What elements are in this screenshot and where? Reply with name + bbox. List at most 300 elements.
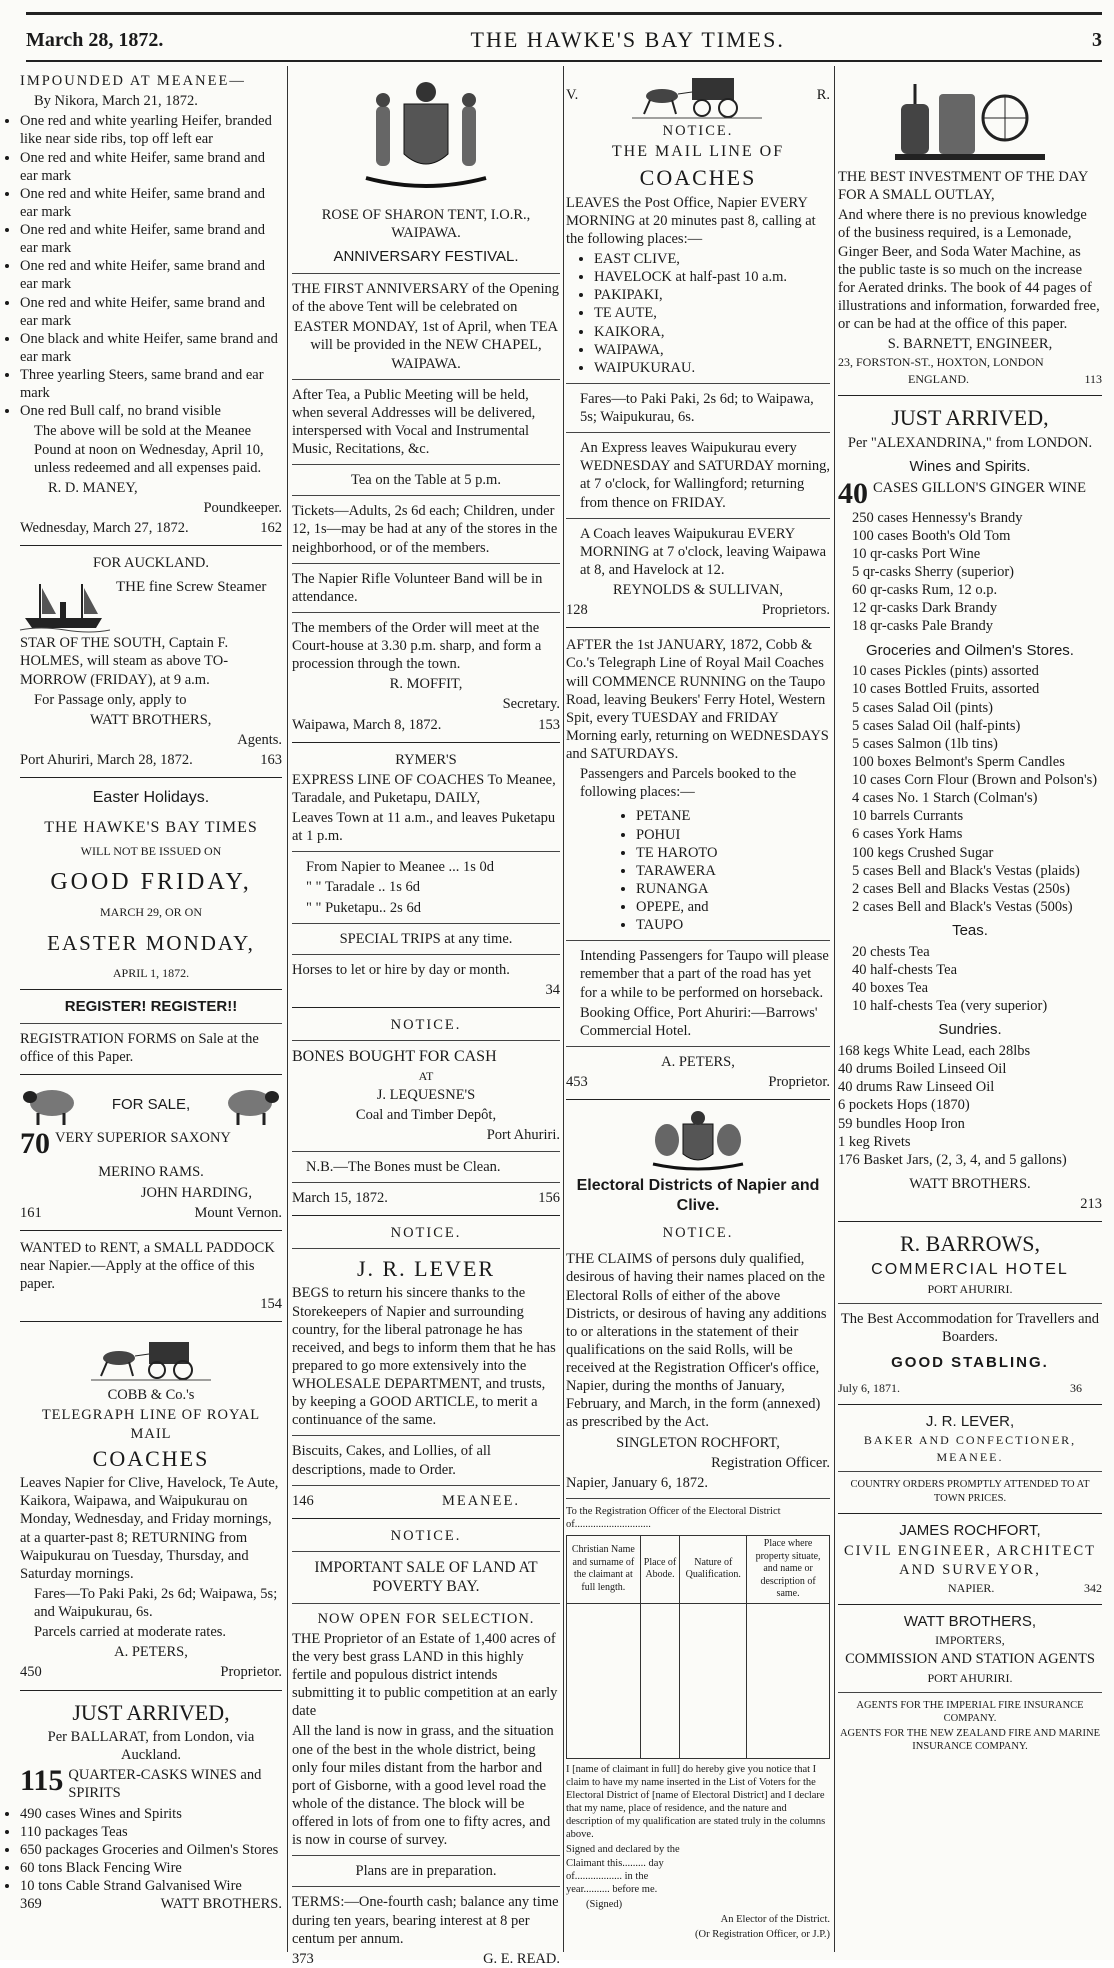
sundries-list: [838, 1042, 1102, 1169]
list-item: 176 Basket Jars, (2, 3, 4, and 5 gallons): [838, 1151, 1067, 1168]
ad-text: THE HAWKE'S BAY TIMES: [44, 819, 258, 837]
signature: JOHN HARDING,: [140, 1184, 252, 1201]
list-item: • One red and white Heifer, same brand and ear mark: [20, 257, 282, 293]
page-number: 3: [1091, 28, 1102, 51]
dateline: [20, 1663, 282, 1681]
places-list: [566, 807, 830, 934]
divider: [292, 1551, 560, 1552]
ref-number: 450: [20, 1664, 42, 1681]
ad-text: BEGS to return his sincere thanks to the Storekeepers of Napier and surrounding country, for the liberal patronage he has received, and begs to inform them that he has prepared to go more extensively into the WHOLESALE DEPARTMENT, and trusts, by keeping a GOOD ARTICLE, to merit a continuance of the same.: [292, 1285, 556, 1429]
ad-text: TELEGRAPH LINE OF ROYAL MAIL: [41, 1407, 261, 1442]
list-item: 2 cases Bell and Blacks Vestas (250s): [852, 880, 1070, 897]
tea-list: [838, 943, 1102, 1016]
ad-heading: COBB & Co.'s: [107, 1387, 195, 1404]
ref-number: 373: [292, 1950, 314, 1967]
ad-text: Booking Office, Port Ahuriri:—Barrows' Commercial Hotel.: [580, 1004, 818, 1039]
ad-text: AFTER the 1st JANUARY, 1872, Cobb & Co.'s Telegraph Line of Royal Mail Coaches will COMMENCE RUNNING on the Taupo Road, leaving Beukers' Ferry Hotel, Western Spit, every TUESDAY and FRIDAY Morning early, returning on WEDNESDAYS and SATURDAYS.: [566, 637, 829, 762]
ad-heading: NOTICE.: [662, 123, 734, 139]
place: NAPIER.: [948, 1580, 995, 1595]
signature: WATT BROTHERS.: [160, 1896, 282, 1913]
ad-text: The Best Accommodation for Travellers and Boarders.: [840, 1310, 1100, 1345]
list-item: • PETANE: [636, 807, 830, 825]
ad-text: Intending Passengers for Taupo will please remember that a part of the road has yet for a while to be performed on horseback.: [580, 948, 829, 1001]
fare-row: " " Puketapu.. 2s 6d: [306, 899, 421, 916]
rams-header: [20, 1083, 282, 1127]
watt-brothers-ad: [838, 1613, 1102, 1753]
form-text: To the Registration Officer of the Electoral District of.............................: [566, 1505, 781, 1530]
ref-number: 36: [1070, 1380, 1082, 1395]
ad-text: THE CLAIMS of persons duly qualified, desirous of having their names placed on the Electoral Rolls of either of the above Districts, or desirous of having any additions to or alterations in the statement of their qualifications on the said Rolls, will be received at the Registration Officer's office, Napier, during the months of January, February, and March, in the form (annexed) as prescribed by the Act.: [566, 1251, 827, 1431]
ad-text: LEAVES the Post Office, Napier EVERY MORNING at 20 minutes past 8, calling at the following places:—: [566, 194, 816, 247]
date: Port Ahuriri, March 28, 1872.: [20, 752, 193, 768]
list-item: 6 pockets Hops (1870): [838, 1097, 970, 1114]
ad-heading: IMPOUNDED AT MEANEE—: [20, 73, 246, 89]
divider: [566, 383, 830, 384]
register-ad: [20, 998, 282, 1066]
divider: [292, 563, 560, 564]
ad-text: THE fine Screw Steamer: [116, 579, 267, 596]
ad-heading: GOOD STABLING.: [891, 1353, 1049, 1371]
place: MEANEE.: [936, 1450, 1004, 1465]
divider: [566, 627, 830, 628]
list-item: • HAVELOCK at half-past 10 a.m.: [594, 268, 830, 286]
crest-cut: [566, 1108, 830, 1172]
lot-number: 40: [838, 476, 868, 510]
ad-text: COMMISSION AND STATION AGENTS: [845, 1651, 1095, 1668]
place: MEANEE.: [441, 1492, 520, 1509]
divider: [292, 612, 560, 613]
ad-heading: WATT BROTHERS,: [903, 1612, 1037, 1630]
divider: [292, 954, 560, 955]
list-item: • 650 packages Groceries and Oilmen's Stores: [20, 1841, 282, 1859]
signature: S. BARNETT, ENGINEER,: [887, 336, 1053, 353]
list-item: • 110 packages Teas: [20, 1823, 282, 1841]
ad-text: For Passage only, apply to: [34, 691, 187, 708]
dateline: [292, 1189, 560, 1207]
date: July 6, 1871.: [838, 1380, 901, 1395]
ad-text: An Express leaves Waipukurau every WEDNESDAY and SATURDAY morning, at 7 o'clock, for Wallingford; returning from thence on FRIDAY.: [580, 440, 830, 511]
form-column-header: Place of Abode.: [640, 1536, 680, 1604]
divider: [838, 1513, 1102, 1514]
ad-text: MARCH 29, OR ON: [99, 905, 202, 920]
list-item: • RUNANGA: [636, 880, 830, 898]
list-item: • Three yearling Steers, same brand and ear mark: [20, 366, 282, 402]
royal-crest-icon: [643, 1108, 753, 1172]
list-item: 100 boxes Belmont's Sperm Candles: [852, 753, 1065, 770]
ad-text: Passengers and Parcels booked to the following places:—: [580, 766, 797, 801]
divider: [292, 1485, 560, 1486]
auckland-ad: [20, 554, 282, 769]
ad-text: EASTER MONDAY,: [47, 931, 255, 956]
role: Proprietor.: [220, 1664, 282, 1681]
taupo-coaches-ad: [566, 636, 830, 1091]
ref-number: 213: [1080, 1196, 1102, 1212]
list-item: • TE AUTE,: [594, 304, 830, 322]
ad-heading: ROSE OF SHARON TENT, I.O.R., WAIPAWA.: [321, 207, 531, 242]
divider: [20, 1074, 282, 1075]
list-item: 10 qr-casks Port Wine: [852, 545, 981, 562]
dateline: [20, 1895, 282, 1913]
list-item: 168 kegs White Lead, each 28lbs: [838, 1043, 1031, 1059]
list-item: • TARAWERA: [636, 862, 830, 880]
ref-number: 453: [566, 1074, 588, 1090]
grocery-list: [838, 662, 1102, 916]
dateline: [20, 1204, 282, 1222]
dateline: [838, 372, 1102, 387]
ad-text: COUNTRY ORDERS PROMPTLY ATTENDED TO AT TOWN PRICES.: [850, 1479, 1090, 1504]
signature: REYNOLDS & SULLIVAN,: [612, 582, 784, 598]
ad-heading: J. R. LEVER: [356, 1255, 496, 1281]
fare-row: From Napier to Meanee ... 1s 0d: [306, 859, 495, 876]
form-text: I [name of claimant in full] do hereby give you notice that I claim to have my name inserted in the List of Voters for the Electoral District of [name of Electoral District] and I declare that my name, place of residence, and the nature and description of my qualification are stated truly in the columns above.: [566, 1763, 826, 1841]
divider: [292, 1855, 560, 1856]
divider: [292, 1248, 560, 1249]
section-heading: Wines and Spirits.: [909, 457, 1031, 475]
date: Waipawa, March 8, 1872.: [292, 716, 442, 733]
ref-number: 128: [566, 602, 588, 619]
steamer-row: [20, 576, 282, 632]
sheep-icon: [20, 1083, 80, 1127]
stagecoach-icon: [91, 1330, 211, 1382]
divider: [292, 1007, 560, 1008]
divider: [20, 1230, 282, 1231]
list-item: • TAUPO: [636, 916, 830, 934]
machine-cut: [838, 74, 1102, 164]
ad-text: SPECIAL TRIPS at any time.: [339, 930, 513, 947]
divider: [838, 1471, 1102, 1472]
ad-heading: Electoral Districts of Napier and Clive.: [576, 1177, 820, 1215]
divider: [20, 545, 282, 546]
divider: [566, 1099, 830, 1100]
divider: [838, 1692, 1102, 1693]
coach-cut: [566, 70, 830, 120]
cobb-coaches-ad: [20, 1330, 282, 1681]
ad-text: STAR OF THE SOUTH, Captain F. HOLMES, will steam as above TO-MORROW (FRIDAY), at 9 a.m.: [20, 635, 229, 688]
masthead-rule: [26, 60, 1102, 62]
list-item: 2 cases Bell and Black's Vestas (500s): [852, 898, 1073, 915]
list-item: 5 cases Salad Oil (pints): [852, 699, 993, 716]
ad-heading: ANNIVERSARY FESTIVAL.: [333, 248, 519, 266]
form-text: An Elector of the District.: [720, 1914, 830, 1925]
bones-ad: [292, 1016, 560, 1207]
ad-text: IMPORTERS,: [935, 1633, 1005, 1648]
ref-number: 163: [260, 752, 282, 768]
list-item: 20 chests Tea: [852, 943, 930, 960]
ref-number: 161: [20, 1204, 42, 1221]
divider: [292, 1518, 560, 1519]
dateline: [566, 601, 830, 619]
signature: G. E. READ.: [483, 1950, 560, 1967]
divider: [838, 1604, 1102, 1605]
list-item: 10 cases Bottled Fruits, assorted: [852, 681, 1040, 698]
form-column-header: Nature of Qualification.: [680, 1536, 747, 1604]
divider: [292, 464, 560, 465]
ad-text: WILL NOT BE ISSUED ON: [80, 844, 222, 859]
electoral-notice: [566, 1108, 830, 1941]
ad-text: Coal and Timber Depôt,: [355, 1107, 497, 1124]
land-sale-ad: [292, 1527, 560, 1968]
ad-heading: JUST ARRIVED,: [72, 1699, 230, 1725]
signature: SINGLETON ROCHFORT,: [616, 1434, 780, 1451]
ad-heading: NOTICE.: [390, 1527, 462, 1544]
ref-number: 113: [1084, 372, 1102, 387]
impounded-list: [20, 112, 282, 420]
list-item: 6 cases York Hams: [852, 826, 963, 843]
ad-heading: NOW OPEN FOR SELECTION.: [317, 1610, 535, 1627]
list-item: 5 cases Salad Oil (half-pints): [852, 717, 1021, 734]
list-item: • One red and white Heifer, same brand and ear mark: [20, 294, 282, 330]
list-item: 4 cases No. 1 Starch (Colman's): [852, 790, 1038, 807]
divider: [20, 777, 282, 778]
soda-machine-ad: [838, 74, 1102, 387]
list-item: 59 bundles Hoop Iron: [838, 1115, 965, 1132]
impounded-notice: [20, 72, 282, 537]
ad-heading: THE BEST INVESTMENT OF THE DAY FOR A SMALL OUTLAY,: [838, 169, 1088, 204]
column-4: [838, 70, 1102, 1950]
section-heading: Teas.: [952, 922, 988, 939]
ad-text: TERMS:—One-fourth cash; balance any time during ten years, bearing interest at 8 per centum per annum.: [292, 1894, 559, 1947]
list-item: 40 boxes Tea: [852, 980, 929, 996]
ref-number: 34: [545, 981, 560, 998]
ad-text: Leaves Town at 11 a.m., and leaves Puketapu at 1 p.m.: [292, 810, 556, 845]
alexandrina-arrivals: [838, 404, 1102, 1213]
ad-heading: J. R. LEVER,: [925, 1412, 1015, 1430]
list-item: • WAIPUKURAU.: [594, 359, 830, 377]
easter-notice: [20, 788, 282, 981]
signature: A. PETERS,: [114, 1644, 188, 1661]
dateline: [20, 751, 282, 769]
list-item: • 490 cases Wines and Spirits: [20, 1805, 282, 1823]
ad-text: After Tea, a Public Meeting will be held, when several Addresses will be delivered, interspersed with Vocal and Instrumental Music, Recitations, &c.: [292, 386, 536, 457]
list-item: 1 keg Rivets: [838, 1133, 911, 1150]
list-item: 10 half-chests Tea (very superior): [852, 998, 1048, 1015]
ad-heading: JAMES ROCHFORT,: [899, 1521, 1041, 1539]
ref-number: 146: [292, 1492, 314, 1509]
signature: R. MOFFIT,: [389, 676, 463, 693]
barrows-hotel-ad: [838, 1230, 1102, 1396]
ad-text: QUARTER-CASKS WINES and SPIRITS: [68, 1767, 262, 1802]
divider: [20, 1023, 282, 1024]
ad-text: Tea on the Table at 5 p.m.: [351, 472, 501, 489]
list-item: 40 drums Raw Linseed Oil: [838, 1079, 995, 1096]
list-item: • EAST CLIVE,: [594, 250, 830, 268]
form-column-header: Christian Name and surname of the claimant at full length.: [567, 1536, 641, 1604]
divider: [20, 1321, 282, 1322]
place: Mount Vernon.: [194, 1204, 282, 1221]
coat-of-arms-icon: [356, 74, 496, 202]
divider: [292, 1182, 560, 1183]
ad-text: By Nikora, March 21, 1872.: [34, 93, 198, 110]
ad-heading: NOTICE.: [662, 1225, 734, 1242]
ad-text: THE FIRST ANNIVERSARY of the Opening of the above Tent will be celebrated on: [292, 281, 560, 316]
issue-date: March 28, 1872.: [26, 28, 164, 51]
list-item: • One red and white Heifer, same brand and ear mark: [20, 185, 282, 221]
list-item: • One red Bull calf, no brand visible: [20, 402, 282, 420]
list-item: 100 kegs Crushed Sugar: [852, 844, 994, 861]
list-item: • One red and white Heifer, same brand and ear mark: [20, 149, 282, 185]
ad-text: VERY SUPERIOR SAXONY: [55, 1130, 231, 1147]
column-3: [566, 70, 830, 1950]
ad-text: Parcels carried at moderate rates.: [34, 1624, 227, 1641]
divider: [566, 1046, 830, 1047]
signature: WATT BROTHERS,: [90, 711, 212, 728]
ref-number: 154: [260, 1296, 282, 1313]
form-cell: [640, 1603, 680, 1758]
divider: [566, 940, 830, 941]
ad-heading: NOTICE.: [390, 1017, 462, 1033]
ad-heading: JUST ARRIVED,: [891, 405, 1049, 431]
list-item: 60 qr-casks Rum, 12 o.p.: [852, 582, 998, 599]
form-cell: [747, 1603, 830, 1758]
rose-of-sharon-ad: [292, 74, 560, 734]
divider: [292, 1215, 560, 1216]
ref-number: 162: [260, 520, 282, 536]
role: Proprietors.: [761, 602, 830, 619]
ad-heading: REGISTER! REGISTER!!: [64, 998, 238, 1016]
list-item: 40 half-chests Tea: [852, 961, 958, 978]
ad-text: And where there is no previous knowledge of the business required, is a Lemonade, Ginger Beer, and Soda Water Machine, as the public taste is so much on the increase for Aerated drinks. The book of 44 pages of illustrations and information, forwarded free, or can be had at the office of this paper.: [838, 207, 1100, 332]
list-item: 10 cases Corn Flour (Brown and Polson's): [852, 772, 1098, 788]
list-item: • KAIKORA,: [594, 323, 830, 341]
divider: [292, 742, 560, 743]
ad-heading: Easter Holidays.: [92, 789, 210, 807]
divider: [292, 851, 560, 852]
divider: [292, 1151, 560, 1152]
ad-text: Leaves Napier for Clive, Havelock, Te Aute, Kaikora, Waipawa, and Waipukurau on Monday, Wednesday, and Friday mornings, at a quarter-past 8; RETURNING from Waipukurau on Tuesday, Thursday, and Saturday mornings.: [20, 1475, 279, 1582]
date: Napier, January 6, 1872.: [566, 1474, 708, 1491]
ad-text: The members of the Order will meet at the Court-house at 3.30 p.m. sharp, and form a procession through the town.: [292, 619, 542, 673]
place: Port Ahuriri.: [486, 1127, 560, 1144]
list-item: • 60 tons Black Fencing Wire: [20, 1859, 282, 1877]
dateline: [838, 1381, 1102, 1396]
list-item: 40 drums Boiled Linseed Oil: [838, 1061, 1007, 1078]
list-item: 5 cases Bell and Black's Vestas (plaids): [852, 862, 1080, 879]
divider: [838, 1303, 1102, 1304]
divider: [838, 1221, 1102, 1222]
column-2: [292, 70, 560, 1967]
ad-text: Tickets—Adults, 2s 6d each; Children, under 12, 1s—may be had at any of the stores in the neighborhood, or of the members.: [292, 503, 558, 556]
ad-heading: FOR AUCKLAND.: [92, 555, 209, 572]
ad-heading: R. BARROWS,: [900, 1231, 1040, 1257]
divider: [566, 432, 830, 433]
divider: [292, 1040, 560, 1041]
steamship-icon: [20, 576, 110, 632]
signature: R. D. MANEY,: [48, 479, 138, 496]
ad-text: CASES GILLON'S GINGER WINE: [873, 479, 1086, 496]
dateline: [838, 1581, 1102, 1596]
divider: [292, 379, 560, 380]
list-item: • PAKIPAKI,: [594, 286, 830, 304]
ad-text: A Coach leaves Waipukurau EVERY MORNING at 7 o'clock, leaving Waipawa at 8, and Havelock at 12.: [580, 525, 827, 578]
ref-number: 342: [1084, 1580, 1102, 1595]
ad-text: Per "ALEXANDRINA," from LONDON.: [847, 434, 1093, 451]
ad-heading: COACHES: [92, 1445, 210, 1471]
divider: [20, 1690, 282, 1691]
ad-text: THE Proprietor of an Estate of 1,400 acres of the very best grass LAND in this highly fertile and populous district intends submitting it to public competition at an early date: [292, 1630, 558, 1720]
role: Poundkeeper.: [203, 499, 282, 516]
ad-heading: COACHES: [639, 165, 757, 191]
ad-text: CIVIL ENGINEER, ARCHITECT AND SURVEYOR,: [843, 1543, 1097, 1578]
rams-ad: [20, 1083, 282, 1221]
ad-text: Biscuits, Cakes, and Lollies, of all descriptions, made to Order.: [292, 1443, 491, 1478]
role: Proprietor.: [768, 1074, 830, 1090]
ad-text: EASTER MONDAY, 1st of April, when TEA will be provided in the NEW CHAPEL, WAIPAWA.: [294, 319, 558, 372]
ad-text: REGISTRATION FORMS on Sale at the office of this Paper.: [20, 1031, 259, 1066]
role: Registration Officer.: [711, 1454, 830, 1471]
ad-text: AGENTS FOR THE NEW ZEALAND FIRE AND MARINE INSURANCE COMPANY.: [839, 1727, 1101, 1752]
ad-text: AT: [418, 1069, 434, 1084]
list-item: 12 qr-casks Dark Brandy: [852, 600, 998, 617]
ad-heading: BONES BOUGHT FOR CASH: [292, 1048, 497, 1066]
ad-text: AGENTS FOR THE IMPERIAL FIRE INSURANCE COMPANY.: [856, 1699, 1084, 1724]
section-heading: Groceries and Oilmen's Stores.: [866, 641, 1074, 659]
ad-text: Fares—To Paki Paki, 2s 6d; Waipawa, 5s; and Waipukurau, 6s.: [34, 1585, 278, 1620]
ad-text: Fares—to Paki Paki, 2s 6d; to Waipawa, 5s; Waipukurau, 6s.: [580, 390, 814, 425]
ref-number: 156: [538, 1189, 560, 1206]
column-divider: [834, 66, 835, 1952]
place: PORT AHURIRI.: [927, 1670, 1013, 1685]
list-item: 5 cases Salmon (1lb tins): [852, 735, 998, 752]
column-divider: [563, 66, 564, 1952]
paper-title: THE HAWKE'S BAY TIMES.: [470, 27, 785, 52]
paddock-ad: [20, 1239, 282, 1314]
ad-text: EXPRESS LINE OF COACHES To Meanee, Taradale, and Puketapu, DAILY,: [292, 771, 556, 806]
form-text: Signed and declared by the Claimant this......... day of.................. in the year.......... before me.: [566, 1844, 680, 1895]
stagecoach-icon: [632, 70, 762, 120]
ad-text: N.B.—The Bones must be Clean.: [306, 1158, 501, 1175]
ad-text: All the land is now in grass, and the situation one of the best in the whole district, being only four miles distant from the harbor and port of Gisborne, with a good level road the whole of the distance. The block will be offered in lots of from one to fifty acres, and is now in course of survey.: [292, 1723, 554, 1849]
form-text: (Or Registration Officer, or J.P.): [695, 1929, 830, 1941]
dateline: [292, 1492, 560, 1510]
ref-number: 369: [20, 1896, 42, 1913]
dateline: [20, 519, 282, 537]
baker-ad: [838, 1413, 1102, 1505]
list-item: 10 cases Pickles (pints) assorted: [852, 663, 1039, 680]
form-cell: [567, 1603, 641, 1758]
ad-text: BAKER AND CONFECTIONER,: [863, 1433, 1077, 1448]
list-item: • One red and white yearling Heifer, branded like near side ribs, top off left ear: [20, 112, 282, 148]
wine-list: [838, 509, 1102, 636]
lever-ad: [292, 1224, 560, 1510]
address: ENGLAND.: [908, 372, 969, 387]
address: 23, FORSTON-ST., HOXTON, LONDON: [838, 355, 1044, 370]
ad-text: The Napier Rifle Volunteer Band will be in attendance.: [292, 570, 543, 605]
list-item: • OPEPE, and: [636, 898, 830, 916]
divider: [838, 395, 1102, 396]
form-column-header: Place where property situate, and name or description of same.: [747, 1536, 830, 1604]
divider: [292, 923, 560, 924]
section-heading: Sundries.: [938, 1021, 1002, 1039]
ad-text: J. LEQUESNE'S: [376, 1087, 476, 1104]
claim-form-table: [566, 1535, 830, 1759]
ad-heading: NOTICE.: [390, 1224, 462, 1241]
goods-list: [20, 1805, 282, 1896]
signature: A. PETERS,: [661, 1053, 735, 1070]
coach-cut: [20, 1330, 282, 1382]
form-cell: [680, 1603, 747, 1758]
dateline: [566, 1073, 830, 1091]
ad-text: MERINO RAMS.: [98, 1164, 204, 1181]
ad-text: The above will be sold at the Meanee Pound at noon on Wednesday, April 10, unless redeemed and all expenses paid.: [34, 423, 264, 476]
divider: [20, 989, 282, 990]
ad-text: WANTED to RENT, a SMALL PADDOCK near Napier.—Apply at the office of this paper.: [20, 1239, 275, 1292]
places-list: [566, 250, 830, 377]
rochfort-ad: [838, 1522, 1102, 1596]
list-item: • 10 tons Cable Strand Galvanised Wire: [20, 1877, 282, 1895]
signature: WATT BROTHERS.: [909, 1175, 1031, 1192]
ad-heading: FOR SALE,: [111, 1096, 191, 1113]
ad-heading: COMMERCIAL HOTEL: [871, 1260, 1069, 1278]
